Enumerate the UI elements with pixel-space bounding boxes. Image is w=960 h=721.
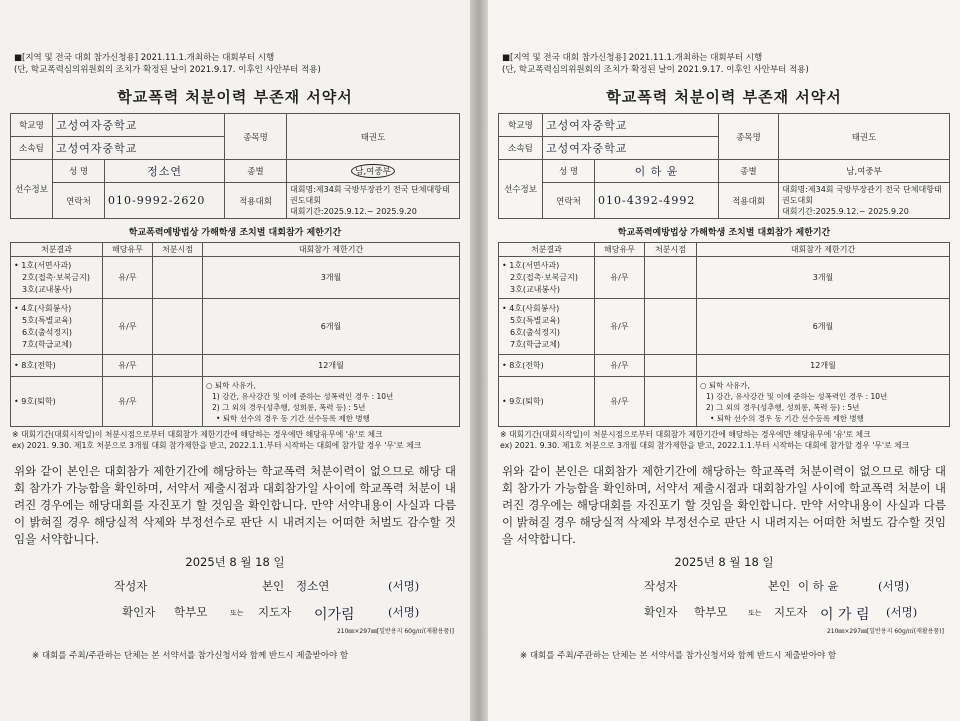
applicable-check[interactable]: 유/무 — [103, 377, 153, 427]
penalty-category: • 4호(사회봉사) 5호(특별교육) 6호(출석정지) 7호(학급교체) — [499, 299, 595, 355]
penalty-limit: 6개월 — [697, 299, 950, 355]
header-result: 처분결과 — [11, 243, 103, 257]
header-line-2: (단, 학교폭력심의위원회의 조치가 확정된 날이 2021.9.17. 이후인 사안부터 적용) — [14, 65, 321, 75]
gender-label: 종별 — [719, 160, 779, 183]
writer-label: 작성자 — [114, 579, 148, 593]
event-value: 태권도 — [779, 114, 950, 160]
note-1: ※ 대회기간(대회시작일)이 처분시점으로부터 대회참가 제한기간에 해당하는 경우에만 해당유무에 '유'로 체크 — [12, 430, 383, 439]
contact-label: 연락처 — [53, 183, 105, 219]
paper-spec: 210㎜×297㎜[일반용지 60g/㎡(재활용품)] — [336, 628, 454, 635]
applicable-check[interactable]: 유/무 — [595, 377, 645, 427]
applicable-check[interactable]: 유/무 — [595, 299, 645, 355]
team-value: 고성여자중학교 — [53, 137, 225, 160]
footer-note: ※ 대회를 주최/주관하는 단체는 본 서약서를 참가신청서와 함께 반드시 제출받아야 함 — [520, 651, 837, 661]
signature-mark: (서명) — [388, 579, 420, 593]
penalty-limit: 12개월 — [697, 355, 950, 377]
signature-mark: (서명) — [878, 579, 910, 593]
pledge-date: 2025년 8 월 18 일 — [674, 555, 774, 569]
coach-signature-mark: (서명) — [388, 605, 420, 619]
document-title: 학교폭력 처분이력 부존재 서약서 — [606, 88, 842, 106]
header-time: 처분시점 — [153, 243, 203, 257]
penalty-limit: ○ 퇴학 사유가, 1) 강간, 유사강간 및 이에 준하는 성폭력인 경우 : 10년 2) 그 외의 경우(성추행, 성희롱, 폭력 등) : 5년 • 퇴학 선수의 경우 동 기간 선수등록 제한 병행 — [203, 377, 460, 427]
contact-value: 010-9992-2620 — [105, 183, 225, 219]
gender-value: 남,여중부 — [287, 160, 460, 183]
header-applicable: 해당유무 — [595, 243, 645, 257]
header-limit: 대회참가 제한기간 — [203, 243, 460, 257]
competition-period: 대회기간:2025.9.12.~ 2025.9.20 — [782, 207, 909, 216]
name-label: 성 명 — [543, 160, 595, 183]
penalty-category: • 1호(서면사과) 2호(접촉·보복금지) 3호(교내봉사) — [499, 257, 595, 299]
confirmer-label: 확인자 — [122, 605, 156, 619]
event-label: 종목명 — [719, 114, 779, 160]
header-line-2: (단, 학교폭력심의위원회의 조치가 확정된 날이 2021.9.17. 이후인 사안부터 적용) — [502, 65, 809, 75]
note-2: ex) 2021. 9.30. 제1호 처분으로 3개월 대회 참가제한을 받고, 2022.1.1.부터 시작하는 대회에 참가할 경우 '무'로 체크 — [500, 441, 910, 450]
self-name: 정소연 — [296, 579, 330, 593]
applicable-check[interactable]: 유/무 — [103, 299, 153, 355]
gender-value: 남,여중부 — [779, 160, 950, 183]
event-label: 종목명 — [225, 114, 287, 160]
coach-label: 지도자 — [258, 605, 292, 619]
confirmer-label: 확인자 — [644, 605, 678, 619]
penalty-time — [153, 299, 203, 355]
athlete-info-label: 선수정보 — [11, 160, 53, 219]
name-label: 성 명 — [53, 160, 105, 183]
school-label: 학교명 — [11, 114, 53, 137]
writer-row — [10, 578, 460, 596]
or-label: 또는 — [748, 609, 762, 617]
footer-note: ※ 대회를 주최/주관하는 단체는 본 서약서를 참가신청서와 함께 반드시 제출받아야 함 — [32, 651, 349, 661]
penalty-limit: 12개월 — [203, 355, 460, 377]
penalty-table — [498, 242, 950, 427]
school-value: 고성여자중학교 — [53, 114, 225, 137]
penalty-time — [645, 377, 697, 427]
coach-name: 이가림 — [314, 607, 355, 623]
or-label: 또는 — [230, 609, 244, 617]
header-line-1: ■[지역 및 전국 대회 참가신청용] 2021.11.1.개최하는 대회부터 시행 — [502, 53, 763, 63]
penalty-time — [153, 355, 203, 377]
header-time: 처분시점 — [645, 243, 697, 257]
self-name: 이 하 윤 — [798, 579, 839, 593]
penalty-limit: 3개월 — [203, 257, 460, 299]
penalty-table — [10, 242, 460, 427]
pledge-text: 위와 같이 본인은 대회참가 제한기간에 해당하는 학교폭력 처분이력이 없으므로 해당 대회 참가가 가능함을 확인하며, 서약서 제출시점과 대회참가일 사이에 학교폭력 처분이 내려진 경우에는 해당대회를 자진포기 할 것임을 확인합니다. 만약 서약내용이 사실과 다름이 밝혀질 경우 해당실적 삭제와 부정선수로 판단 시 내려지는 어떠한 처벌도 감수할 것임을 서약합니다. — [14, 464, 456, 546]
name-value: 정소연 — [105, 160, 225, 183]
pledge-date: 2025년 8 월 18 일 — [185, 555, 285, 569]
form-header — [10, 52, 460, 76]
penalty-category: • 8호(전학) — [499, 355, 595, 377]
penalty-time — [153, 377, 203, 427]
confirmer-row — [498, 604, 950, 622]
competition-name: 대회명:제34회 국방부장관기 전국 단체대항태권도대회 — [782, 185, 942, 205]
paper-spec: 210㎜×297㎜[일반용지 60g/㎡(재활용품)] — [826, 628, 944, 635]
team-value: 고성여자중학교 — [543, 137, 719, 160]
school-value: 고성여자중학교 — [543, 114, 719, 137]
competition-label: 적용대회 — [719, 183, 779, 219]
pledge-text: 위와 같이 본인은 대회참가 제한기간에 해당하는 학교폭력 처분이력이 없으므로 해당 대회 참가가 가능함을 확인하며, 서약서 제출시점과 대회참가일 사이에 학교폭력 처분이 내려진 경우에는 해당대회를 자진포기 할 것임을 확인합니다. 만약 서약내용이 사실과 다름이 밝혀질 경우 해당실적 삭제와 부정선수로 판단 시 내려지는 어떠한 처벌도 감수할 것임을 서약합니다. — [502, 464, 946, 546]
penalty-category: • 8호(전학) — [11, 355, 103, 377]
penalty-time — [645, 299, 697, 355]
competition-info — [287, 183, 460, 219]
parent-label: 학부모 — [174, 605, 208, 619]
competition-name: 대회명:제34회 국방부장관기 전국 단체대항태권도대회 — [290, 185, 450, 205]
document-title: 학교폭력 처분이력 부존재 서약서 — [117, 88, 353, 106]
competition-info — [779, 183, 950, 219]
athlete-info-table — [10, 113, 460, 219]
athlete-info-label: 선수정보 — [499, 160, 543, 219]
coach-label: 지도자 — [774, 605, 808, 619]
confirmer-row — [10, 604, 460, 622]
penalty-limit: 6개월 — [203, 299, 460, 355]
contact-value: 010-4392-4992 — [595, 183, 719, 219]
gender-label: 종별 — [225, 160, 287, 183]
note-1: ※ 대회기간(대회시작일)이 처분시점으로부터 대회참가 제한기간에 해당하는 경우에만 해당유무에 '유'로 체크 — [500, 430, 871, 439]
team-label: 소속팀 — [499, 137, 543, 160]
competition-period: 대회기간:2025.9.12.~ 2025.9.20 — [290, 207, 417, 216]
applicable-check[interactable]: 유/무 — [595, 355, 645, 377]
note-2: ex) 2021. 9.30. 제1호 처분으로 3개월 대회 참가제한을 받고, 2022.1.1.부터 시작하는 대회에 참가할 경우 '무'로 체크 — [12, 441, 422, 450]
contact-label: 연락처 — [543, 183, 595, 219]
parent-label: 학부모 — [694, 605, 728, 619]
applicable-check[interactable]: 유/무 — [103, 257, 153, 299]
header-applicable: 해당유무 — [103, 243, 153, 257]
penalty-subtitle: 학교폭력예방법상 가해학생 조치별 대회참가 제한기간 — [128, 228, 342, 238]
penalty-subtitle: 학교폭력예방법상 가해학생 조치별 대회참가 제한기간 — [617, 228, 831, 238]
form-header — [498, 52, 950, 76]
penalty-category: • 9호(퇴학) — [11, 377, 103, 427]
penalty-limit: 3개월 — [697, 257, 950, 299]
applicable-check[interactable]: 유/무 — [103, 355, 153, 377]
header-result: 처분결과 — [499, 243, 595, 257]
page-gap — [470, 0, 488, 721]
name-value: 이 하 윤 — [595, 160, 719, 183]
header-limit: 대회참가 제한기간 — [697, 243, 950, 257]
event-value: 태권도 — [287, 114, 460, 160]
penalty-time — [645, 355, 697, 377]
athlete-info-table — [498, 113, 950, 219]
header-line-1: ■[지역 및 전국 대회 참가신청용] 2021.11.1.개최하는 대회부터 시행 — [14, 53, 275, 63]
penalty-category: • 1호(서면사과) 2호(접촉·보복금지) 3호(교내봉사) — [11, 257, 103, 299]
penalty-time — [645, 257, 697, 299]
competition-label: 적용대회 — [225, 183, 287, 219]
applicable-check[interactable]: 유/무 — [595, 257, 645, 299]
notes — [498, 429, 950, 451]
team-label: 소속팀 — [11, 137, 53, 160]
pledge-form-right — [488, 0, 960, 721]
penalty-time — [153, 257, 203, 299]
notes — [10, 429, 460, 451]
penalty-limit: ○ 퇴학 사유가, 1) 강간, 유사강간 및 이에 준하는 성폭력인 경우 : 10년 2) 그 외의 경우(성추행, 성희롱, 폭력 등) : 5년 • 퇴학 선수의 경우 동 기간 선수등록 제한 병행 — [697, 377, 950, 427]
writer-row — [498, 578, 950, 596]
pledge-form-left — [0, 0, 470, 721]
penalty-category: • 9호(퇴학) — [499, 377, 595, 427]
self-label: 본인 — [768, 579, 791, 593]
school-label: 학교명 — [499, 114, 543, 137]
writer-label: 작성자 — [644, 579, 678, 593]
coach-signature-mark: (서명) — [886, 605, 918, 619]
coach-name: 이 가 림 — [820, 607, 870, 623]
penalty-category: • 4호(사회봉사) 5호(특별교육) 6호(출석정지) 7호(학급교체) — [11, 299, 103, 355]
self-label: 본인 — [262, 579, 285, 593]
